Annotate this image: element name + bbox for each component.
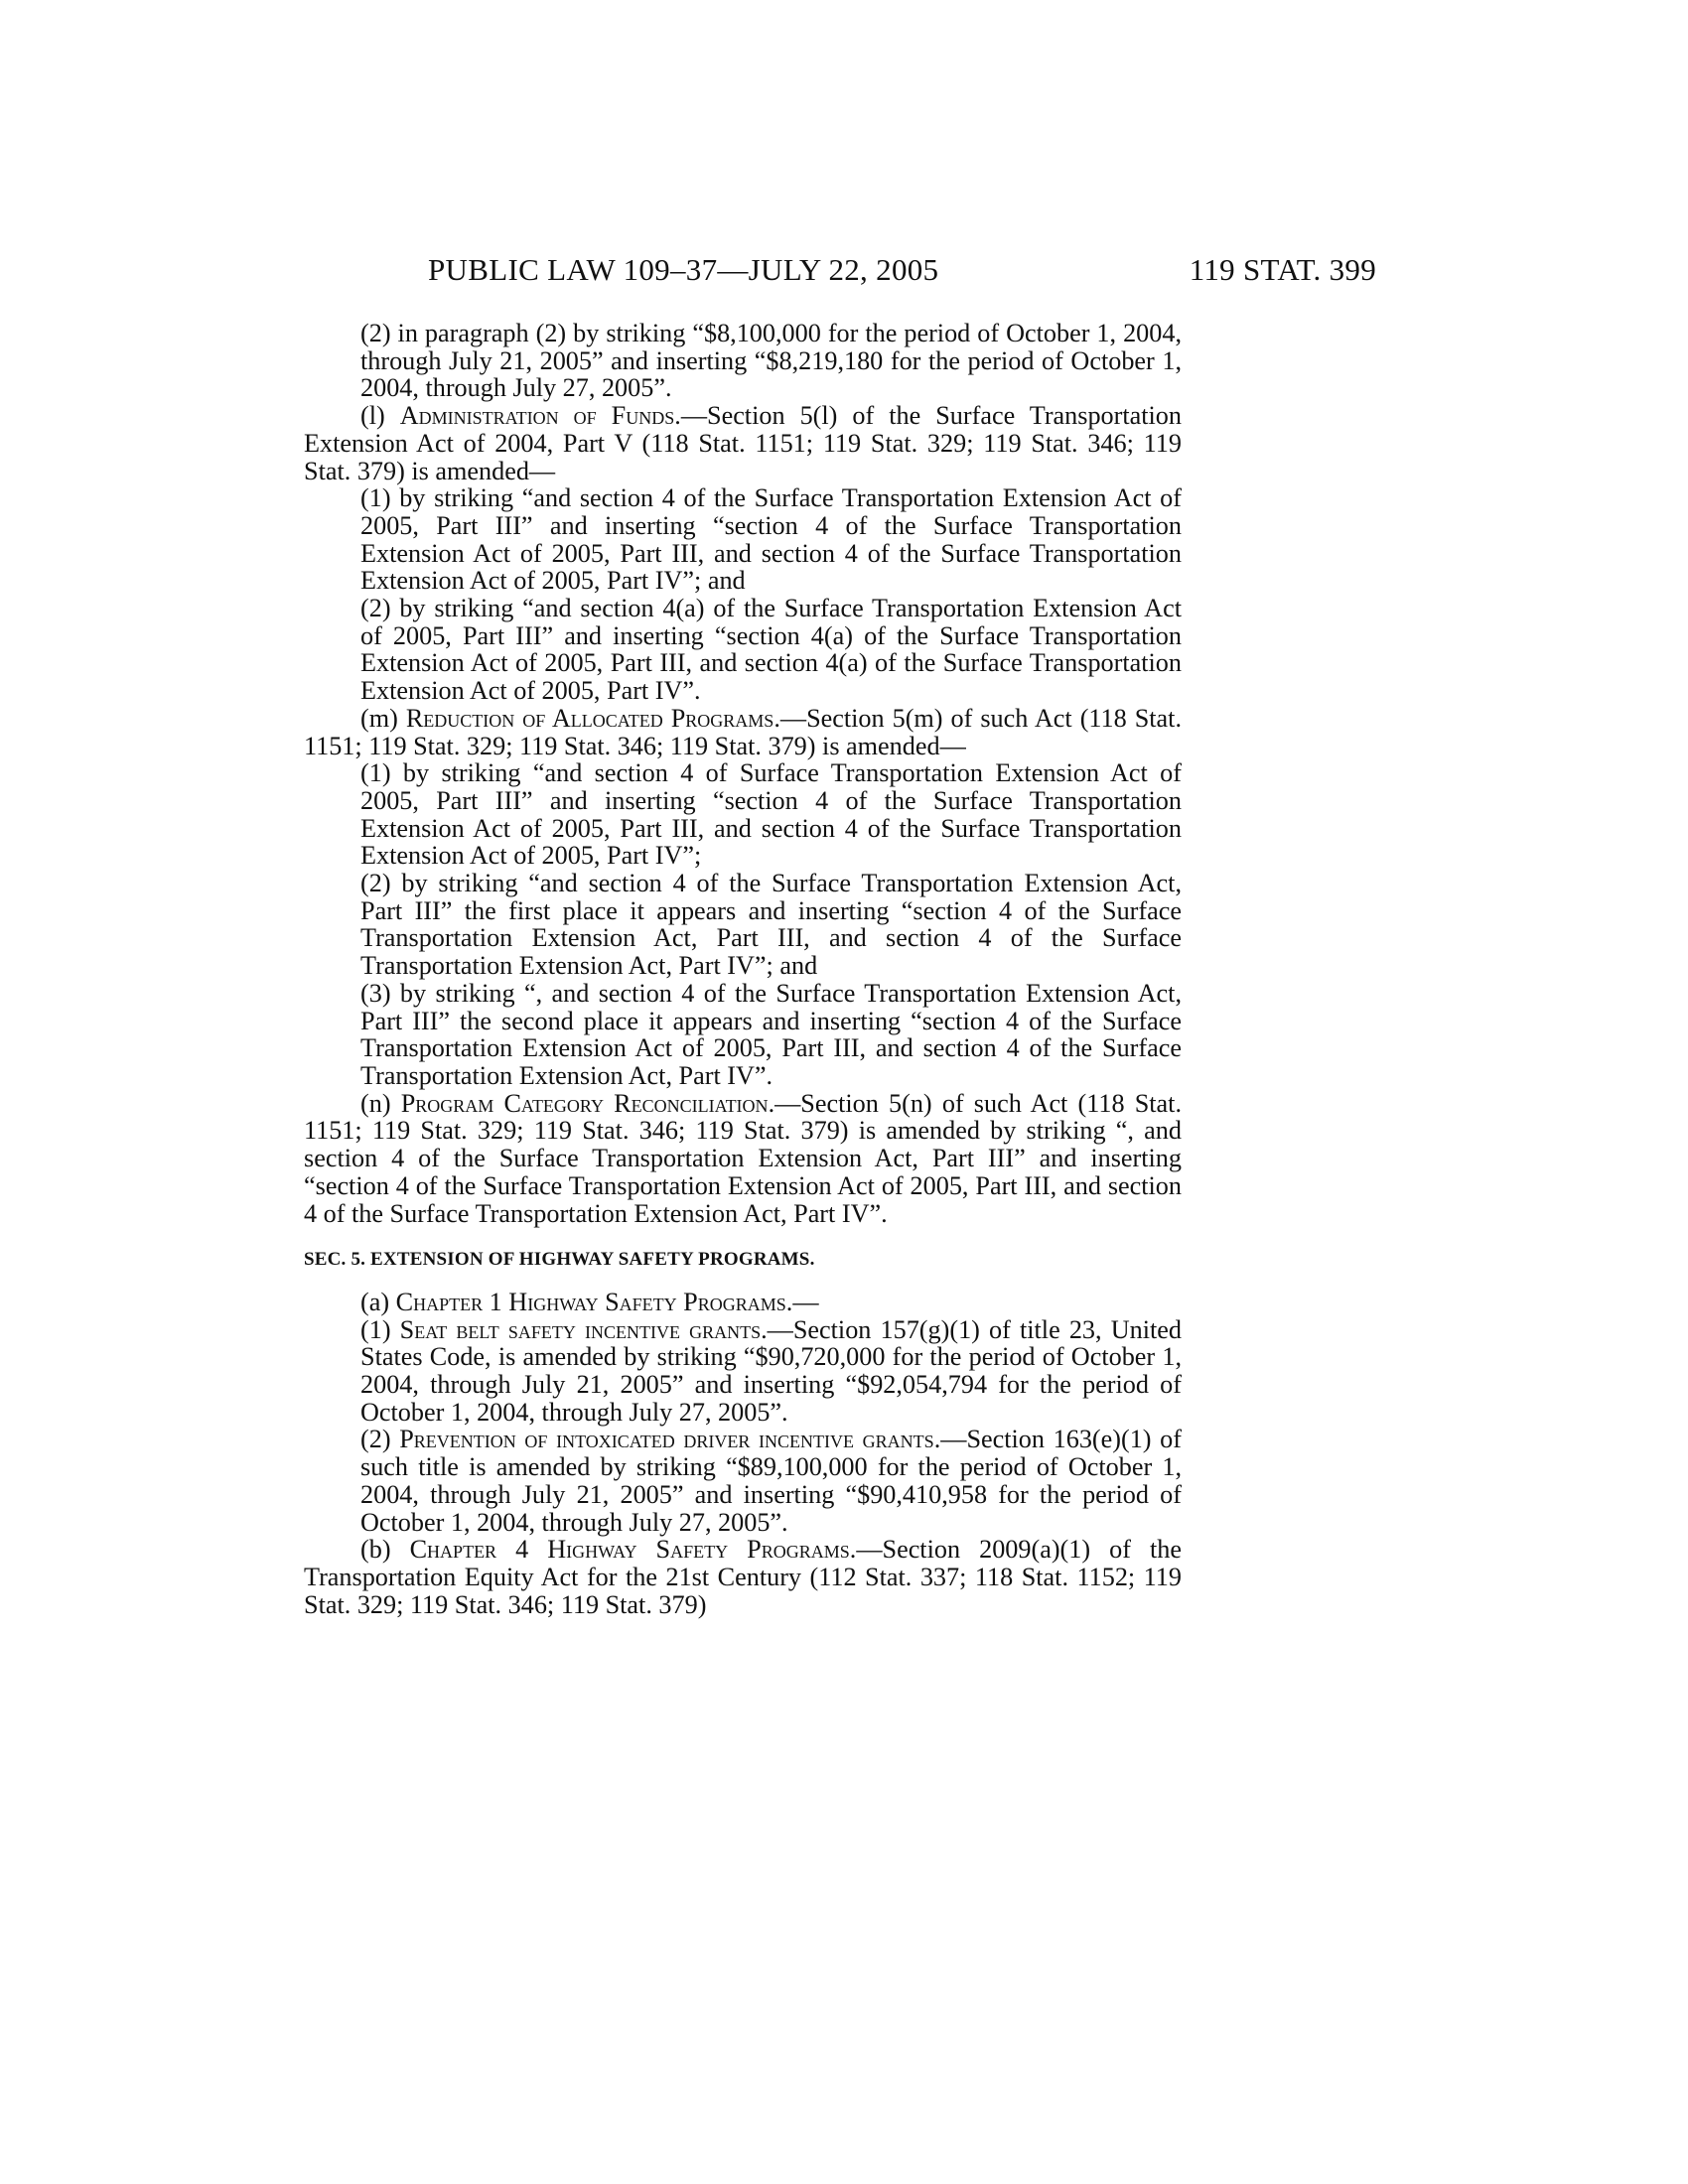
paragraph-a-1-text: .—Section 157(g)(1) of title 23, United States Code, is amended by striking “$90,720,000 for the period of October 1, 2004, through July 21, 2005” and inserting “$92,054,794 for the period of October 1, 2004, through July 27, 2005”. xyxy=(360,1314,1182,1427)
paragraph-n-heading: Program Category Reconciliation xyxy=(400,1088,769,1118)
paragraph-k-2: (2) in paragraph (2) by striking “$8,100,000 for the period of October 1, 2004, through July 21, 2005” and inserting “$8,219,180 for the period of October 1, 2004, through July 27, 2005”. xyxy=(360,319,1182,403)
paragraph-n-label: (n) xyxy=(360,1088,401,1118)
paragraph-l-1: (1) by striking “and section 4 of the Surface Transportation Extension Act of 2005, Part III” and inserting “section 4 of the Surface Transportation Extension Act of 2005, Part III, and section 4 of the Surface Transportation Extension Act of 2005, Part IV”; and xyxy=(360,483,1182,596)
paragraph-l-text: .—Section 5(l) of the Surface Transportation Extension Act of 2004, Part V (118 Stat. 1151; 119 Stat. 329; 119 Stat. 346; 119 Stat. 379) is amended— xyxy=(304,401,1182,485)
paragraph-l-heading: Administration of Funds xyxy=(399,401,675,431)
paragraph-a-2-label: (2) xyxy=(360,1425,400,1454)
paragraph-l-2: (2) by striking “and section 4(a) of the Surface Transportation Extension Act of 2005, Part III” and inserting “section 4(a) of the Surface Transportation Extension Act of 2005, Part III, and section 4(a) of the Surface Transportation Extension Act of 2005, Part IV”. xyxy=(360,594,1182,706)
header-page-citation: 119 STAT. 399 xyxy=(1189,252,1376,287)
paragraph-m-1: (1) by striking “and section 4 of Surface Transportation Extension Act of 2005, Part III” and inserting “section 4 of the Surface Transportation Extension Act of 2005, Part III, and section 4 of the Surface Transportation Extension Act of 2005, Part IV”; xyxy=(360,758,1182,871)
paragraph-a-label: (a) xyxy=(360,1287,396,1316)
paragraph-a-2-heading: Prevention of intoxicated driver incentive grants xyxy=(399,1425,934,1454)
paragraph-l-label: (l) xyxy=(360,401,400,431)
section-5-heading: SEC. 5. EXTENSION OF HIGHWAY SAFETY PROGRAMS. xyxy=(304,1249,815,1271)
paragraph-l xyxy=(304,402,1182,484)
paragraph-a-heading: Chapter 1 Highway Safety Programs xyxy=(395,1287,786,1316)
paragraph-a-2 xyxy=(304,1426,1182,1536)
paragraph-n xyxy=(304,1090,1182,1228)
paragraph-a-2-text: .—Section 163(e)(1) of such title is amended by striking “$89,100,000 for the period of October 1, 2004, through July 21, 2005” and inserting “$90,410,958 for the period of October 1, 2004, through July 27, 2005”. xyxy=(360,1425,1182,1537)
paragraph-m-heading: Reduction of Allocated Programs xyxy=(405,703,774,733)
paragraph-a xyxy=(304,1289,1182,1316)
paragraph-a-1 xyxy=(304,1316,1182,1427)
document-body xyxy=(304,320,1182,1618)
paragraph-m-label: (m) xyxy=(360,703,406,733)
running-header xyxy=(304,250,1376,290)
paragraph-m-3: (3) by striking “, and section 4 of the Surface Transportation Extension Act, Part III” the second place it appears and inserting “section 4 of the Surface Transportation Extension Act of 2005, Part III, and section 4 of the Surface Transportation Extension Act, Part IV”. xyxy=(360,978,1182,1090)
paragraph-b xyxy=(304,1536,1182,1618)
header-title: PUBLIC LAW 109–37—JULY 22, 2005 xyxy=(428,252,939,287)
paragraph-a-1-label: (1) xyxy=(360,1314,400,1344)
paragraph-b-text: .—Section 2009(a)(1) of the Transportation Equity Act for the 21st Century (112 Stat. 337; 118 Stat. 1152; 119 Stat. 329; 119 Stat. 346; 119 Stat. 379) xyxy=(304,1535,1182,1619)
paragraph-a-text: .— xyxy=(785,1287,819,1316)
paragraph-m-2: (2) by striking “and section 4 of the Surface Transportation Extension Act, Part III” the first place it appears and inserting “section 4 of the Surface Transportation Extension Act, Part III, and section 4 of the Surface Transportation Extension Act, Part IV”; and xyxy=(360,869,1182,981)
paragraph-n-text: .—Section 5(n) of such Act (118 Stat. 1151; 119 Stat. 329; 119 Stat. 346; 119 Stat. 379) is amended by striking “, and section 4 of the Surface Transportation Extension Act, Part III” and inserting “section 4 of the Surface Transportation Extension Act of 2005, Part III, and section 4 of the Surface Transportation Extension Act, Part IV”. xyxy=(304,1088,1182,1228)
paragraph-m xyxy=(304,705,1182,759)
paragraph-m-text: .—Section 5(m) of such Act (118 Stat. 1151; 119 Stat. 329; 119 Stat. 346; 119 Stat. 379) is amended— xyxy=(304,703,1183,760)
paragraph-a-1-heading: Seat belt safety incentive grants xyxy=(399,1314,762,1344)
paragraph-b-label: (b) xyxy=(360,1535,410,1565)
paragraph-b-heading: Chapter 4 Highway Safety Programs xyxy=(409,1535,850,1565)
